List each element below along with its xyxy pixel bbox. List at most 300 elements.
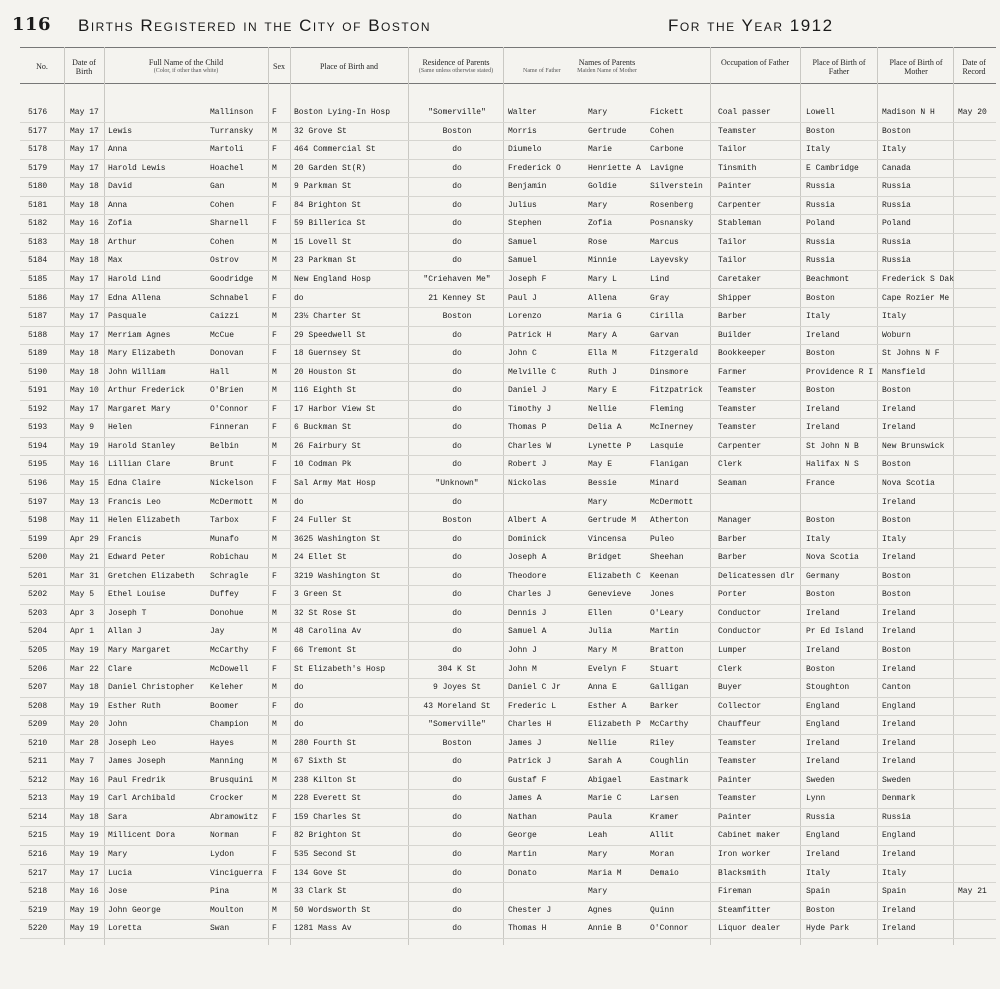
cell-child-given-name: Anna xyxy=(108,145,128,155)
header-full-name-note: (Color, if other than white) xyxy=(153,68,219,74)
cell-father-occupation: Shipper xyxy=(718,293,752,303)
cell-father-occupation: Iron worker xyxy=(718,850,771,859)
cell-parents-residence: "Criehaven Me" xyxy=(423,274,491,284)
cell-sex: M xyxy=(272,237,277,247)
cell-mother-birthplace: Canton xyxy=(882,683,911,693)
cell-mother-given-name: Mary L xyxy=(588,274,617,284)
cell-mother-birthplace: Boston xyxy=(882,590,911,600)
header-names-of-parents xyxy=(505,58,709,76)
cell-father-name: Thomas P xyxy=(508,423,547,433)
cell-father-name: Samuel xyxy=(508,237,537,247)
cell-child-surname: Turransky xyxy=(210,126,254,136)
table-row xyxy=(20,789,996,809)
cell-mother-maiden-name: Quinn xyxy=(650,905,675,915)
cell-sex: F xyxy=(272,479,277,488)
cell-entry-number: 5197 xyxy=(28,497,48,507)
cell-father-name: Nickolas xyxy=(508,479,547,488)
table-row xyxy=(20,511,996,531)
cell-birth-date: May 15 xyxy=(70,479,99,488)
cell-mother-maiden-name: McDermott xyxy=(650,497,694,507)
cell-entry-number: 5180 xyxy=(28,182,48,192)
cell-father-birthplace: Boston xyxy=(806,516,835,526)
cell-father-name: Dominick xyxy=(508,534,547,544)
table-row xyxy=(20,233,996,253)
cell-place-of-birth: 228 Everett St xyxy=(294,794,362,804)
cell-father-occupation: Painter xyxy=(718,812,752,822)
cell-entry-number: 5199 xyxy=(28,534,48,544)
cell-date-of-record: May 21 xyxy=(958,887,987,897)
cell-mother-birthplace: Italy xyxy=(882,145,907,155)
cell-father-occupation: Teamster xyxy=(718,738,757,748)
cell-mother-given-name: Marie C xyxy=(588,794,622,804)
cell-father-name: Stephen xyxy=(508,219,542,229)
cell-mother-maiden-name: Galligan xyxy=(650,683,689,693)
cell-mother-given-name: Mary xyxy=(588,108,608,117)
cell-child-surname: Martoli xyxy=(210,145,244,155)
cell-entry-number: 5215 xyxy=(28,831,48,841)
cell-child-given-name: Helen Elizabeth xyxy=(108,516,181,526)
cell-father-occupation: Delicatessen dlr xyxy=(718,571,795,581)
cell-parents-residence: do xyxy=(452,441,462,451)
cell-mother-birthplace: St Johns N F xyxy=(882,349,940,359)
cell-mother-birthplace: Ireland xyxy=(882,850,916,859)
table-row xyxy=(20,177,996,197)
cell-child-surname: Jay xyxy=(210,627,225,637)
cell-parents-residence: do xyxy=(452,145,462,155)
cell-parents-residence: do xyxy=(452,775,462,785)
cell-place-of-birth: do xyxy=(294,701,304,711)
cell-birth-date: May 16 xyxy=(70,460,99,470)
cell-mother-given-name: Paula xyxy=(588,812,613,822)
cell-parents-residence: do xyxy=(452,349,462,359)
cell-parents-residence: do xyxy=(452,404,462,414)
header-maiden-name-mother: Maiden Name of Mother xyxy=(577,68,637,74)
cell-birth-date: Mar 22 xyxy=(70,664,99,674)
cell-child-surname: McDermott xyxy=(210,497,254,507)
cell-mother-given-name: Leah xyxy=(588,831,608,841)
table-row xyxy=(20,567,996,587)
cell-child-given-name: Edward Peter xyxy=(108,553,166,563)
cell-place-of-birth: 32 Grove St xyxy=(294,126,347,136)
cell-birth-date: May 18 xyxy=(70,812,99,822)
cell-mother-given-name: Rose xyxy=(588,237,608,247)
cell-child-surname: Donohue xyxy=(210,608,244,618)
table-row xyxy=(20,289,996,309)
cell-child-given-name: John William xyxy=(108,367,166,377)
cell-child-surname: Munafo xyxy=(210,534,239,544)
cell-father-birthplace: Ireland xyxy=(806,850,840,859)
cell-father-name: Donato xyxy=(508,868,537,878)
cell-father-birthplace: Italy xyxy=(806,312,831,322)
cell-entry-number: 5193 xyxy=(28,423,48,433)
cell-mother-birthplace: Italy xyxy=(882,312,907,322)
table-row xyxy=(20,864,996,884)
cell-father-name: George xyxy=(508,831,537,841)
cell-mother-maiden-name: O'Connor xyxy=(650,924,689,934)
cell-mother-maiden-name: Eastmark xyxy=(650,775,689,785)
cell-child-surname: Hayes xyxy=(210,738,235,748)
cell-birth-date: May 18 xyxy=(70,256,99,266)
cell-sex: F xyxy=(272,590,277,600)
cell-father-name: Patrick H xyxy=(508,330,552,340)
cell-father-name: Lorenzo xyxy=(508,312,542,322)
cell-father-birthplace: Italy xyxy=(806,534,831,544)
cell-parents-residence: do xyxy=(452,256,462,266)
cell-parents-residence: Boston xyxy=(442,126,472,136)
cell-mother-maiden-name: Lavigne xyxy=(650,163,684,173)
cell-mother-maiden-name: Flanigan xyxy=(650,460,689,470)
cell-mother-birthplace: Russia xyxy=(882,182,911,192)
cell-parents-residence: do xyxy=(452,924,462,934)
cell-parents-residence: do xyxy=(452,237,462,247)
cell-sex: M xyxy=(272,274,277,284)
cell-mother-maiden-name: Kramer xyxy=(650,812,679,822)
table-row xyxy=(20,585,996,605)
cell-child-given-name: Esther Ruth xyxy=(108,701,161,711)
cell-child-surname: Goodridge xyxy=(210,274,254,284)
table-row xyxy=(20,270,996,290)
cell-entry-number: 5189 xyxy=(28,349,48,359)
cell-child-given-name: Pasquale xyxy=(108,312,147,322)
cell-father-birthplace: Ireland xyxy=(806,738,840,748)
cell-father-birthplace: Ireland xyxy=(806,608,840,618)
cell-parents-residence: do xyxy=(452,497,462,507)
cell-father-occupation: Teamster xyxy=(718,757,757,767)
cell-child-given-name: Millicent Dora xyxy=(108,831,176,841)
cell-child-given-name: Daniel Christopher xyxy=(108,683,195,693)
header-occupation-father: Occupation of Father xyxy=(721,58,789,67)
cell-birth-date: May 21 xyxy=(70,553,99,563)
cell-birth-date: May 17 xyxy=(70,163,99,173)
cell-child-given-name: Sara xyxy=(108,812,128,822)
cell-mother-maiden-name: Lind xyxy=(650,274,670,284)
cell-sex: M xyxy=(272,553,277,563)
cell-sex: M xyxy=(272,497,277,507)
cell-father-occupation: Porter xyxy=(718,590,747,600)
cell-place-of-birth: 6 Buckman St xyxy=(294,423,352,433)
cell-entry-number: 5206 xyxy=(28,664,48,674)
cell-father-name: Timothy J xyxy=(508,404,552,414)
cell-child-given-name: David xyxy=(108,182,133,192)
cell-father-birthplace: England xyxy=(806,701,840,711)
cell-entry-number: 5198 xyxy=(28,516,48,526)
cell-entry-number: 5216 xyxy=(28,850,48,859)
cell-child-surname: Duffey xyxy=(210,590,239,600)
cell-father-birthplace: Boston xyxy=(806,126,835,136)
cell-mother-given-name: Lynette P xyxy=(588,441,632,451)
table-row xyxy=(20,641,996,661)
cell-child-surname: Manning xyxy=(210,757,244,767)
cell-place-of-birth: 67 Sixth St xyxy=(294,757,347,767)
cell-father-name: John M xyxy=(508,664,537,674)
cell-child-surname: McDowell xyxy=(210,664,249,674)
cell-mother-given-name: Goldie xyxy=(588,182,617,192)
cell-father-occupation: Caretaker xyxy=(718,274,762,284)
cell-birth-date: May 9 xyxy=(70,423,95,433)
cell-place-of-birth: 10 Codman Pk xyxy=(294,460,352,470)
table-row xyxy=(20,901,996,921)
table-row xyxy=(20,808,996,828)
cell-mother-given-name: Maria G xyxy=(588,312,622,322)
header-residence-label: Residence of Parents xyxy=(422,58,490,67)
cell-father-birthplace: Italy xyxy=(806,145,831,155)
cell-father-birthplace: Boston xyxy=(806,905,835,915)
cell-birth-date: May 18 xyxy=(70,237,99,247)
cell-mother-maiden-name: McInerney xyxy=(650,423,694,433)
cell-place-of-birth: 20 Garden St(R) xyxy=(294,163,367,173)
cell-entry-number: 5202 xyxy=(28,590,48,600)
cell-mother-birthplace: England xyxy=(882,701,916,711)
table-row xyxy=(20,140,996,160)
cell-mother-given-name: Elizabeth P xyxy=(588,720,641,730)
cell-mother-birthplace: Ireland xyxy=(882,720,916,730)
cell-child-surname: Brunt xyxy=(210,460,235,470)
cell-place-of-birth: 23½ Charter St xyxy=(294,312,362,322)
cell-mother-given-name: Allena xyxy=(588,293,617,303)
cell-father-name: Charles H xyxy=(508,720,552,730)
cell-mother-maiden-name: Dinsmore xyxy=(650,367,689,377)
cell-child-given-name: Paul Fredrik xyxy=(108,775,166,785)
cell-mother-birthplace: Ireland xyxy=(882,553,916,563)
cell-child-surname: Brusquini xyxy=(210,775,254,785)
cell-father-birthplace: Spain xyxy=(806,887,831,897)
cell-mother-birthplace: Ireland xyxy=(882,924,916,934)
cell-father-birthplace: Russia xyxy=(806,237,835,247)
cell-birth-date: May 17 xyxy=(70,126,99,136)
cell-sex: M xyxy=(272,534,277,544)
cell-birth-date: May 17 xyxy=(70,274,99,284)
table-row xyxy=(20,474,996,494)
cell-mother-birthplace: Boston xyxy=(882,645,911,655)
cell-father-name: Thomas H xyxy=(508,924,547,934)
cell-father-birthplace: Nova Scotia xyxy=(806,553,859,563)
table-row xyxy=(20,548,996,568)
cell-parents-residence: "Somerville" xyxy=(428,108,486,117)
cell-place-of-birth: New England Hosp xyxy=(294,274,371,284)
cell-parents-residence: do xyxy=(452,553,462,563)
cell-father-name: Nathan xyxy=(508,812,537,822)
cell-father-name: Joseph F xyxy=(508,274,547,284)
cell-father-name: Chester J xyxy=(508,905,552,915)
cell-mother-birthplace: Spain xyxy=(882,887,907,897)
cell-birth-date: Mar 31 xyxy=(70,571,99,581)
cell-child-given-name: Zofia xyxy=(108,219,133,229)
cell-sex: F xyxy=(272,701,277,711)
cell-father-name: Morris xyxy=(508,126,537,136)
cell-child-given-name: Edna Claire xyxy=(108,479,161,488)
cell-child-given-name: Lucia xyxy=(108,868,133,878)
cell-place-of-birth: 33 Clark St xyxy=(294,887,347,897)
cell-father-occupation: Builder xyxy=(718,330,752,340)
cell-child-surname: Abramowitz xyxy=(210,812,259,822)
cell-place-of-birth: 9 Parkman St xyxy=(294,182,352,192)
cell-mother-birthplace: Russia xyxy=(882,200,911,210)
cell-mother-maiden-name: Barker xyxy=(650,701,679,711)
cell-place-of-birth: do xyxy=(294,293,304,303)
cell-child-surname: Cohen xyxy=(210,237,235,247)
cell-mother-birthplace: Boston xyxy=(882,386,911,396)
cell-mother-birthplace: Boston xyxy=(882,460,911,470)
cell-mother-birthplace: Boston xyxy=(882,571,911,581)
cell-entry-number: 5207 xyxy=(28,683,48,693)
cell-sex: M xyxy=(272,386,277,396)
cell-parents-residence: do xyxy=(452,571,462,581)
table-row xyxy=(20,660,996,680)
cell-entry-number: 5200 xyxy=(28,553,48,563)
cell-entry-number: 5210 xyxy=(28,738,48,748)
cell-entry-number: 5184 xyxy=(28,256,48,266)
table-row xyxy=(20,363,996,383)
table-row xyxy=(20,845,996,865)
cell-father-birthplace: Boston xyxy=(806,386,835,396)
cell-mother-given-name: Maria M xyxy=(588,868,622,878)
cell-mother-maiden-name: Atherton xyxy=(650,516,689,526)
cell-child-surname: Lydon xyxy=(210,850,235,859)
cell-father-name: Frederick O xyxy=(508,163,561,173)
cell-mother-given-name: Bridget xyxy=(588,553,622,563)
cell-place-of-birth: 20 Houston St xyxy=(294,367,357,377)
cell-entry-number: 5178 xyxy=(28,145,48,155)
cell-place-of-birth: 159 Charles St xyxy=(294,812,362,822)
cell-mother-given-name: Bessie xyxy=(588,479,617,488)
cell-parents-residence: "Unknown" xyxy=(435,479,479,488)
cell-sex: M xyxy=(272,608,277,618)
cell-birth-date: May 19 xyxy=(70,831,99,841)
cell-parents-residence: do xyxy=(452,460,462,470)
cell-sex: F xyxy=(272,423,277,433)
cell-child-given-name: Allan J xyxy=(108,627,142,637)
cell-father-birthplace: Ireland xyxy=(806,423,840,433)
cell-sex: F xyxy=(272,108,277,117)
cell-father-name: Gustaf F xyxy=(508,775,547,785)
cell-parents-residence: 9 Joyes St xyxy=(432,683,481,693)
table-row xyxy=(20,418,996,438)
cell-father-birthplace: Boston xyxy=(806,293,835,303)
cell-father-occupation: Coal passer xyxy=(718,108,771,117)
cell-child-surname: O'Brien xyxy=(210,386,244,396)
cell-mother-maiden-name: Silverstein xyxy=(650,182,703,192)
cell-entry-number: 5220 xyxy=(28,924,48,934)
cell-child-given-name: Harold Lind xyxy=(108,274,161,284)
cell-child-surname: Finneran xyxy=(210,423,249,433)
cell-child-given-name: Joseph T xyxy=(108,608,147,618)
cell-child-surname: Robichau xyxy=(210,553,249,563)
cell-child-given-name: Lewis xyxy=(108,126,133,136)
cell-place-of-birth: 3 Green St xyxy=(294,590,343,600)
cell-child-given-name: Jose xyxy=(108,887,128,897)
cell-sex: F xyxy=(272,349,277,359)
table-row xyxy=(20,455,996,475)
cell-father-name: Charles W xyxy=(508,441,552,451)
cell-parents-residence: Boston xyxy=(442,516,472,526)
cell-mother-given-name: Julia xyxy=(588,627,613,637)
cell-mother-maiden-name: Fleming xyxy=(650,404,684,414)
cell-birth-date: May 17 xyxy=(70,108,99,117)
cell-father-occupation: Stableman xyxy=(718,219,762,229)
cell-mother-maiden-name: Marcus xyxy=(650,237,679,247)
cell-mother-maiden-name: Keenan xyxy=(650,571,679,581)
cell-mother-given-name: Mary xyxy=(588,850,608,859)
cell-father-birthplace: Boston xyxy=(806,664,835,674)
cell-entry-number: 5211 xyxy=(28,757,48,767)
cell-mother-maiden-name: McCarthy xyxy=(650,720,689,730)
cell-birth-date: May 17 xyxy=(70,312,99,322)
cell-father-occupation: Collector xyxy=(718,701,762,711)
cell-sex: F xyxy=(272,831,277,841)
cell-mother-maiden-name: Stuart xyxy=(650,664,679,674)
cell-place-of-birth: 24 Fuller St xyxy=(294,516,352,526)
cell-entry-number: 5214 xyxy=(28,812,48,822)
cell-entry-number: 5218 xyxy=(28,887,48,897)
cell-father-birthplace: Hyde Park xyxy=(806,924,850,934)
cell-father-birthplace: Boston xyxy=(806,349,835,359)
cell-father-occupation: Cabinet maker xyxy=(718,831,781,841)
cell-child-given-name: Arthur Frederick xyxy=(108,386,185,396)
cell-mother-given-name: Mary xyxy=(588,497,608,507)
cell-father-name: Samuel xyxy=(508,256,537,266)
cell-place-of-birth: 29 Speedwell St xyxy=(294,330,367,340)
cell-mother-birthplace: Italy xyxy=(882,868,907,878)
cell-place-of-birth: 50 Wordsworth St xyxy=(294,905,371,915)
cell-sex: M xyxy=(272,312,277,322)
cell-birth-date: May 19 xyxy=(70,850,99,859)
table-row xyxy=(20,622,996,642)
cell-entry-number: 5181 xyxy=(28,200,48,210)
table-row xyxy=(20,214,996,234)
cell-mother-birthplace: England xyxy=(882,831,916,841)
cell-father-name: Paul J xyxy=(508,293,537,303)
cell-entry-number: 5195 xyxy=(28,460,48,470)
page-title: Births Registered in the City of Boston xyxy=(78,16,431,35)
cell-place-of-birth: Sal Army Mat Hosp xyxy=(294,479,376,488)
cell-birth-date: May 13 xyxy=(70,497,99,507)
cell-parents-residence: do xyxy=(452,534,462,544)
cell-birth-date: May 20 xyxy=(70,720,99,730)
cell-child-given-name: Edna Allena xyxy=(108,293,161,303)
cell-mother-maiden-name: Moran xyxy=(650,850,675,859)
cell-father-occupation: Tailor xyxy=(718,237,747,247)
cell-parents-residence: do xyxy=(452,200,462,210)
cell-father-occupation: Lumper xyxy=(718,645,747,655)
table-row xyxy=(20,103,996,123)
table-row xyxy=(20,771,996,791)
cell-sex: M xyxy=(272,182,277,192)
cell-mother-given-name: Ella M xyxy=(588,349,617,359)
cell-child-surname: McCue xyxy=(210,330,235,340)
cell-sex: M xyxy=(272,905,277,915)
cell-child-surname: Sharnell xyxy=(210,219,249,229)
cell-parents-residence: do xyxy=(452,645,462,655)
cell-sex: F xyxy=(272,460,277,470)
cell-mother-maiden-name: Fickett xyxy=(650,108,684,117)
cell-place-of-birth: 23 Parkman St xyxy=(294,256,357,266)
cell-father-occupation: Barber xyxy=(718,534,747,544)
cell-father-occupation: Farmer xyxy=(718,367,747,377)
header-name-of-father: Name of Father xyxy=(523,68,561,74)
cell-parents-residence: Boston xyxy=(442,312,472,322)
cell-place-of-birth: 238 Kilton St xyxy=(294,775,357,785)
cell-parents-residence: do xyxy=(452,627,462,637)
cell-sex: F xyxy=(272,145,277,155)
cell-parents-residence: do xyxy=(452,794,462,804)
cell-place-of-birth: 134 Gove St xyxy=(294,868,347,878)
cell-mother-maiden-name: Jones xyxy=(650,590,675,600)
cell-father-birthplace: Germany xyxy=(806,571,840,581)
cell-place-of-birth: 66 Tremont St xyxy=(294,645,357,655)
cell-mother-given-name: Zofia xyxy=(588,219,613,229)
cell-child-given-name: Francis xyxy=(108,534,142,544)
cell-sex: F xyxy=(272,404,277,414)
